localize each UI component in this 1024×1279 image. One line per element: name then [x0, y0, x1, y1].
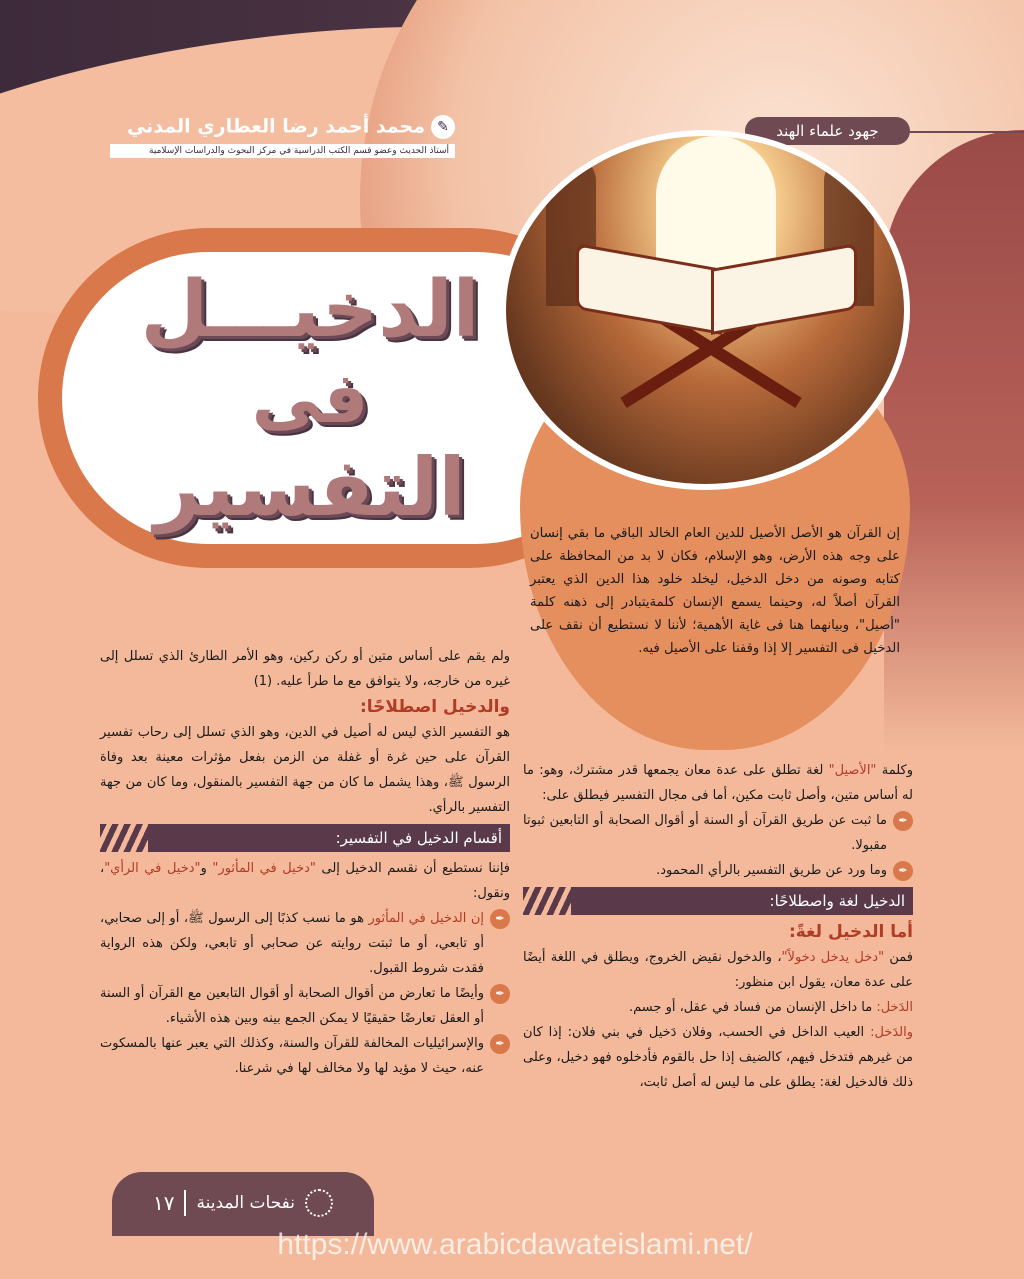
section-tag: جهود علماء الهند: [745, 117, 910, 145]
paragraph: ولم يقم على أساس متين أو ركن ركين، وهو الأمر الطارئ الذي تسلل إلى غيره من خارجه، ولا يتوافق مع ما طرأ عليه. (1): [100, 649, 510, 689]
magazine-name: نفحات المدينة: [196, 1193, 296, 1213]
section-heading-label: الدخيل لغة واصطلاحًا:: [571, 887, 913, 915]
tag-divider: [905, 131, 1024, 133]
paragraph: الدَخل: ما داخل الإنسان من فساد في عقل، أو جسم.: [629, 1000, 913, 1015]
watermark-url: https://www.arabicdawateislami.net/: [277, 1228, 753, 1261]
intro-paragraph: إن القرآن هو الأصل الأصيل للدين العام الخالد الباقي ما بقي إنسان على وجه هذه الأرض، وهو الإسلام، فكان لا بد من المحافظة على كتابه وصونه من دخل الدخيل، ليخلد خلود هذا الدين الذي يعتبر القرآن أصلاً له، وحينما يسمع الإنسان كلمةيتبادر إلى ذهنه كلمة "أصيل"، وبيانهما هنا فى غاية الأهمية؛ لأننا لا نستطيع أن نقف على الدخيل فى التفسير إلا إذا وقفنا على الأصيل فيه.: [530, 526, 900, 656]
section-heading: [523, 887, 913, 915]
footer-divider: [184, 1190, 186, 1216]
page-number: ١٧: [153, 1191, 175, 1215]
title-line-1: الدخيـــل: [140, 265, 480, 355]
slashes-decoration: [523, 887, 571, 915]
pen-icon: ✎: [431, 115, 455, 139]
paragraph: هو التفسير الذي ليس له أصيل في الدين، وهو الذي تسلل إلى رحاب تفسير القرآن على حين غرة أو غفلة من الزمن بفعل مؤثرات معينة بعد وفاة الرسول ﷺ، وهذا يشمل ما كان من جهة التفسير بالمنقول، وما كان من جهة التفسير بالرأي.: [100, 725, 510, 815]
quran-photo: [500, 130, 910, 490]
section-heading-label: أقسام الدخيل في التفسير:: [148, 824, 510, 852]
quill-bullet-icon: ✒: [490, 984, 510, 1004]
footer-content: [120, 1183, 366, 1223]
decorative-side-panel: [884, 130, 1024, 750]
quill-bullet-icon: ✒: [893, 811, 913, 831]
title-line-3: التفسير: [154, 441, 466, 534]
author-block: [110, 115, 455, 158]
quill-bullet-icon: ✒: [490, 909, 510, 929]
section-heading: [100, 824, 510, 852]
subheading: أما الدخيل لغةً:: [788, 922, 913, 942]
list-item: ✒ والإسرائيليات المخالفة للقرآن والسنة، وكذلك التي يعبر عنها بالمسكوت عنه، حيث لا مؤيد لها ولا مخالف لها في شرعنا.: [100, 1031, 510, 1081]
title-line-2: فى: [251, 357, 369, 439]
rosette-icon: [305, 1189, 333, 1217]
list-item: ✒ وما ورد عن طريق التفسير بالرأي المحمود.: [523, 858, 913, 883]
article-title: [100, 262, 520, 538]
paragraph: وكلمة "الأصيل" لغة تطلق على عدة معان يجمعها قدر مشترك، وهو: ما له أساس متين، وأصل ثابت مكين، أما فى مجال التفسير فيطلق على:: [523, 763, 913, 803]
paragraph: فمن "دخل يدخل دخولاً"، والدخول نقيض الخروج، ويطلق في اللغة أيضًا على عدة معان، يقول ابن منظور:: [523, 950, 913, 990]
list-item: ✒ ما ثبت عن طريق القرآن أو السنة أو أقوال الصحابة أو التابعين ثبوتا مقبولا.: [523, 808, 913, 858]
right-column: [523, 758, 913, 1095]
list-item: ✒ وأيضًا ما تعارض من أقوال الصحابة أو أقوال التابعين مع القرآن أو السنة أو العقل تعارضًا حقيقيًا لا يمكن الجمع بينه وبين هذه الأشياء.: [100, 981, 510, 1031]
subheading: والدخيل اصطلاحًا:: [359, 697, 510, 717]
paragraph: فإننا نستطيع أن نقسم الدخيل إلى "دخيل في المأثور" و"دخيل في الرأي"، ونقول:: [100, 861, 511, 901]
slashes-decoration: [100, 824, 148, 852]
quill-bullet-icon: ✒: [490, 1034, 510, 1054]
author-name: ✎محمد أحمد رضا العطاري المدني: [110, 115, 455, 139]
list-item: ✒ إن الدخيل في المأثور هو ما نسب كذبًا إلى الرسول ﷺ، أو إلى صحابي، أو تابعي، أو ما ثبتت روايته عن صحابي أو تابعي، ولكن هذه الرواية فقدت شروط القبول.: [100, 906, 510, 981]
paragraph: والدَخل: العيب الداخل في الحسب، وفلان دَخيل في بني فلان: إذا كان من غيرهم فتدخل فيهم، كالضيف إذا حل بالقوم فأدخلوه فهو دخيل، وعلى ذلك فالدخيل لغة: يطلق على ما ليس له أصل ثابت،: [523, 1025, 913, 1090]
left-column: [100, 644, 510, 1081]
quill-bullet-icon: ✒: [893, 861, 913, 881]
author-role: أستاذ الحديث وعضو قسم الكتب الدراسية في مركز البحوث والدراسات الإسلامية: [110, 144, 455, 158]
